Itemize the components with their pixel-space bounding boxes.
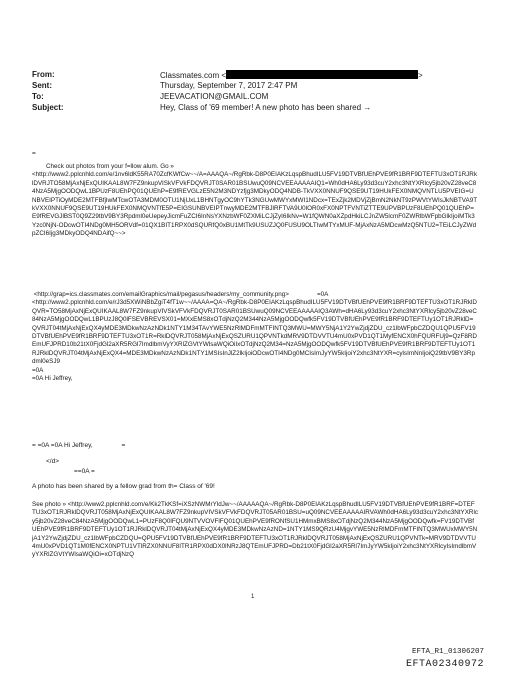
body-block-3: See photo » <http://www2.pplcnhld.com/e/Kk2TkKSf=iXSzNWMrYldJw~~/AAAAAQA~/RgRbk-D8P0EIAKzLqspBhudILU5FV19DTVBfUEhPVE9fR1BRF=DTEFTU3xOT1RJRklDQVRJT058MjAxNjExQUIKAAL8W7FZ9nkupVIVSkVFVkFDQVRJT05AR01BSU=uQ09NCVEEAAAAAIRVAWh0dHA6Ly93d3cuY2xhc3NtYXRlcy5jb20vZ28veC84NzA5MjgOODQwL1=PUzF8Q0lFQU9NTVVOVFlFQ01QUEhPVE9fRONfSU1HMmxBMS8xOTdjNzQ2M344NzA5MjgOODQwfk=FV19DTVBfUEhPVE9fR1BRF9DTEFTUy1OT1RJRklDQVRJT04tMjAxNjExQX4yMDE3MDkwNzAzND=1NTY1MS9QRzU4MjgvYWE5NzRlMDFmMTFINTQ3MWUxMWY5NjA1Y2YwZjdjZDU_cz1lbWFpbCZDQU=QPU5FV19DTVBfUEhPVE9fR1BRF9DTEFTU3xOT1RJRklDQVRJT058MjAxNjExQSZURU1QPVNTk=MRV9DTDVVTU4mU0xPVD1QT1M0fENCX0NPTU1VTlRZX0NNUF8ITR1RPX0dDX0lNRzJ8QTEmUFJPRD=Db21tX0FjdGl2aXR5Rl7ImJyYW5kIjoiY2xhc3NtYXRlcyIsImdlbmVyYXRlZGVtYWlsaWQiOi=xOTdjNzQ <box>32 501 478 559</box>
from-value <box>160 70 423 81</box>
from-text: Classmates.com < <box>160 71 227 80</box>
body-eq-a: = =0A =0A Hi Jeffrey, = <box>32 442 126 449</box>
body-eq-1: = <box>32 150 36 157</box>
sent-value: Thursday, September 7, 2017 2:47 PM <box>160 81 298 90</box>
body-block-1: Check out photos from your f=llow alum. Go » <http://www2.pplcnhld.com/e/1nv6ldK55RA70ZcfKWfCw~~/A=AAAQA~/RgRbk-D8P0EIAKzLqspBhudILU5FV19DTVBfUEhPVE9fR1BRF9DTEFTU3xOT1RJRklDVRJTO58MjAxNjExQUIKAAL8W7FZ9nkupVISkVFVkFDQVRJT0SAR01BSUwuQ09NCVEEAAAAAIQ1=Wh0dHA6Ly93d3cuY2xhc3NtYXRlcy5jb20vZ28veC84NzA5MjgOODQwL1BPUzF8UEhPQ01QUEhP=E9fREVGLzE5N2M3NDYzfjg3MDkyODQ4NDB-TkVXX0NNUF9QSE9UT19HUkFEX0NMQVNTLU5PVEIG=UNBVEIPTiOyMDE2MTFBfjIwMTcwOTA3MDM0OTU1NjUxL1BHNTgyOC9hYTk3NGUwMWYxMWI1NDcx=TExZjk2MDVjZjBmN2NkNT9zPWVtYWIsJkNBTVA9TkVXX0NNUF9QSE9UT19HUkFEX0NMQVNTfE5P=EIGSUNBVEIPTnwyMDE2MTFBJlRFTVA9U0lOR0xFX0NPTFVNTiZTTE9UPVBPUzF8UEhPQ01QUEhP=E9fREVGJlBST0Q9Z29tbV9BY3Rpdml0eUepeyJicmFuZCI6InNsYXNzbWF0ZXMiLCJjZyI6IkNv=W1fQWN0aXZpdHkiLCJnZW5lcmF0ZWRlbWFpbGlkIjoiMTk3Yzc0NjN-ODcwOTI4NDg0MH5ORVdf=01QX1BIT1RPX0dSQURfQ0xBU1MtTk9USUZJQ0FUSU9OLTIwMTYxMUF-MjAxNzA5MDcwMzQ5NTU2=TEiLCJyZWdpZCI6Ijg3MDkyODQ4NDAifQ~~> <box>32 163 478 238</box>
shared-line: A photo has been shared by a fellow grad from th= Class of '69! <box>32 483 215 490</box>
redaction-bar <box>226 70 418 79</box>
page-number: 1 <box>251 594 255 600</box>
body-block-2: <http://grap=ics.classmates.com/emailGraphics/mail/pegasus/headers/my_community.png> =0A <http://www2.pplcnhld.com/e/rJ3d5XWiNBbZgiT4fT1w~~/AAAA=QA~/RgRbk-D8P0EIAKzLqspBhudILU5FV19DTVBfUEhPVE9fR1BRF9DTEFTU3xOT1RJRklDQVR=TO58MjAxNjExQUIKAAL8W7FZ9nkupVIVSkVFVkFDQVRJT0SAR01BSUwuQ09NCVEEAAAAAIQ3AWh=dHA6Ly93d3cuY2xhc3NtYXRlcy5jb20vZ28veC84NzA5MjgOODQwL1BPUzJ8Q0lFSEVBREVSX01=MXxEMS8xOTdjNzQ2M344NzA5MjgOODQwfk5FV19DTVBfUEhPVE9fR1BRF9DTEFTUy1OT1RJRklD=QVRJT04tMjAxNjExQX4yMDE3MDkwNzAzNDk1NTY1M34TAvYWE5NzRlMDFmMTFINTQ3MWU=MWY5NjA1Y2YwZjdjZDU_cz1lbWFpbCZDQU1QPU5FV19DTVBfUEhPVE9fR1BRF9DTEFTU3xOT1R=RklDQVRJT058MjAxNjExQSZURU1QPVNTkdMRV9DTDVVTU4mU0xPVD1QT1MyfENCX0hFQURFUj9=QzF8RDEmUFJPRD10b21tX0FjdGl2aXR5RGl7ImdlbmVyYXRlZGVtYWlsaWQiOiIxOTdjNzQ2M34=NzA5MjgOODQwfk5FV19DTVBfUEhPVE9fR1BRF9DTEFTUy1OT1RJRklDQVRJT04tMjAxNjExQX4=MDE3MDkwNzAzNDk1NTY1MSIsInJlZ2lkIjoiODcwOTI4NDg0MCIsImJyYW5kIjoiY2xhc3NtYXR=cylsImNnIjoiQ29tbV9BY3Rpdml0eSJ9 =0A =0A Hi Jeffrey, <box>32 291 477 383</box>
sent-label: Sent: <box>32 81 52 90</box>
from-label: From: <box>32 70 55 79</box>
bates-number-large: EFTA02340972 <box>405 659 484 670</box>
to-label: To: <box>32 92 44 101</box>
to-value: JEEVACATION@GMAIL.COM <box>160 92 269 101</box>
bates-number-small: EFTA_R1_01306207 <box>411 648 484 656</box>
subject-label: Subject: <box>32 103 64 112</box>
subject-value: Hey, Class of '69 member! A new photo has been shared → <box>160 103 372 112</box>
from-end: > <box>418 71 423 80</box>
body-eq-b: ==0A = <box>74 468 95 475</box>
body-div-close: </d> <box>46 458 60 465</box>
